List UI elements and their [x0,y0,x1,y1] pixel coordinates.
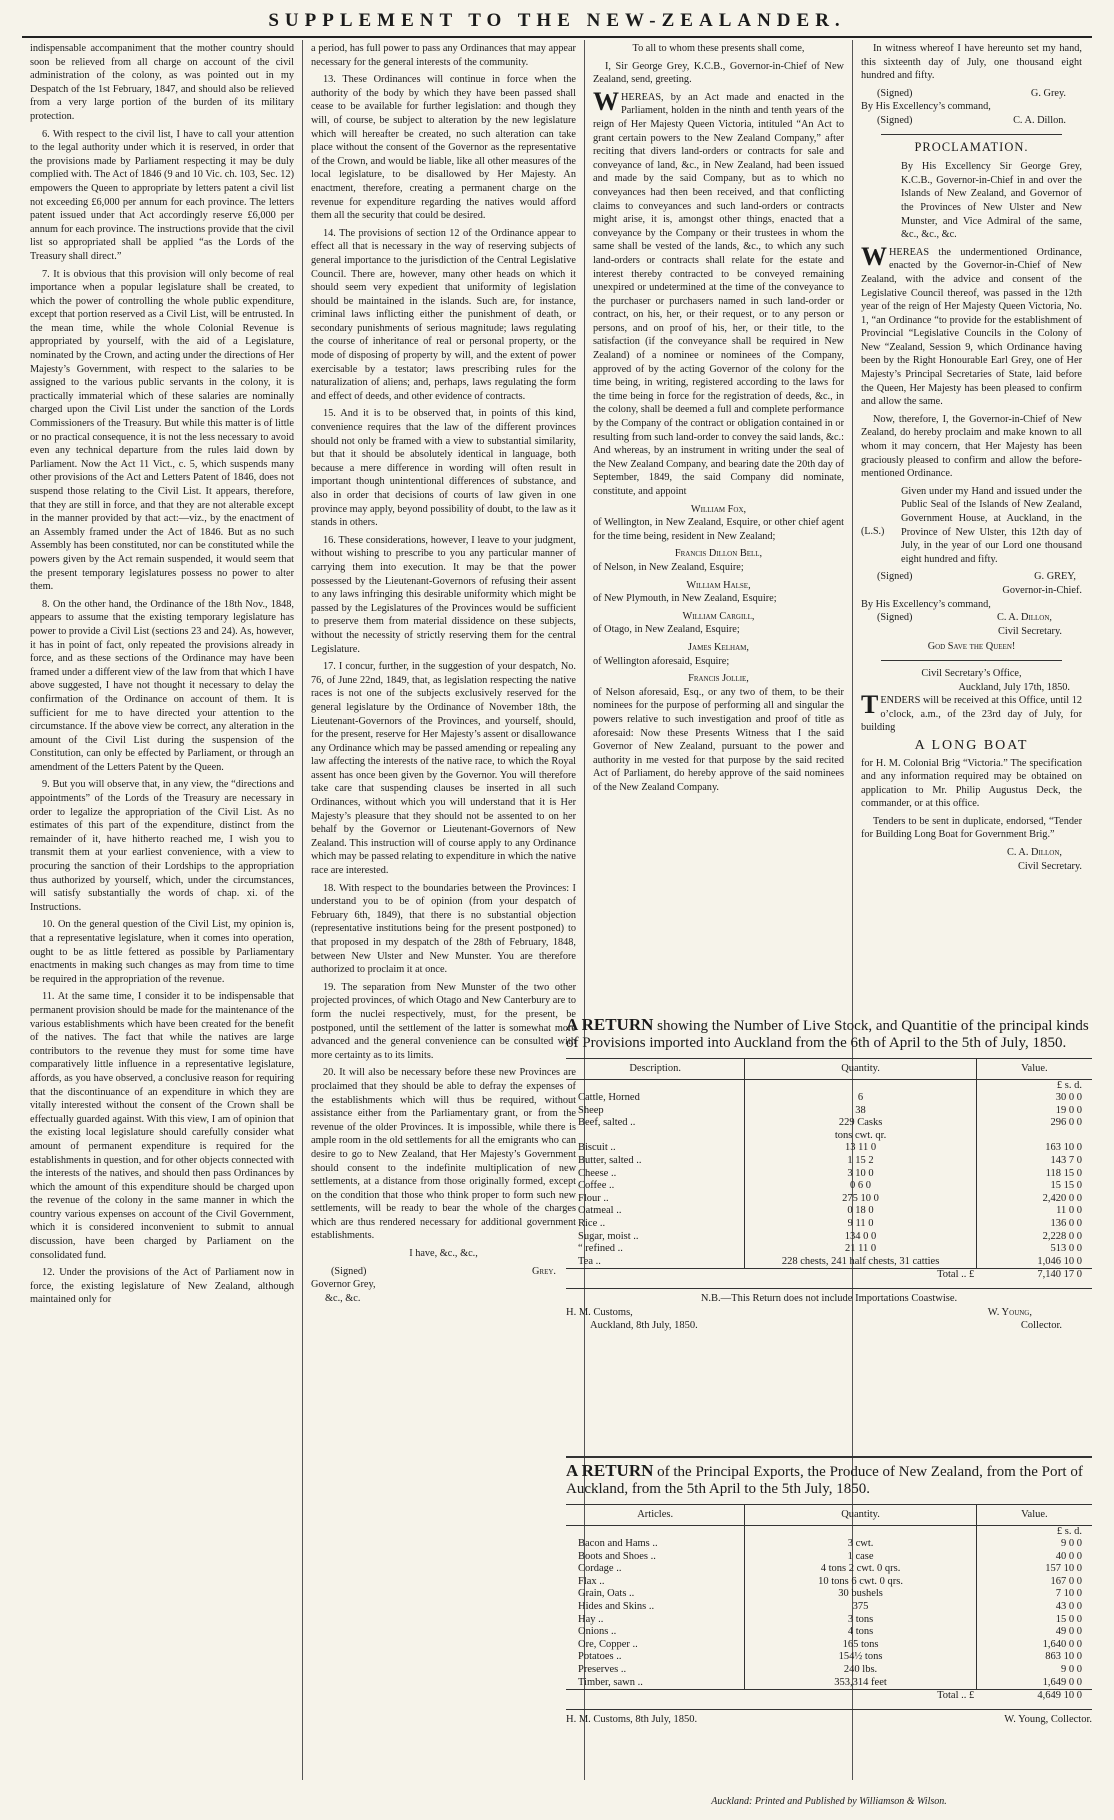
row-value: 49 0 0 [976,1626,1092,1639]
row-value: 2,228 0 0 [976,1231,1092,1244]
signed-label: (Signed) [877,114,913,126]
proclamation-body: WHEREAS the undermentioned Ordinance, enacted by the Governor-in-Chief of New Zealand, with the advice and consent of the Legislative Council thereof, was passed in the 12th year of the reign of Her Majesty Queen Victoria, No. 1, “an Ordinance “to provide for the establishment of Provincial “Legislative Councils in the Colony of New “Zealand, Session 9, which Ordinance having been by the Right Honourable Earl Grey, one of Her Majesty’s Principal Secretaries of State, laid before the Queen, Her Majesty has been pleased to confirm and allow the same. [861,241,1082,408]
row-value: 9 0 0 [976,1664,1092,1677]
column-header: Description. [566,1059,745,1080]
row-value [976,1130,1092,1143]
lsd-header: £ s. d. [976,1079,1092,1092]
return-title-lead: A RETURN [566,1015,654,1034]
total-value: 7,140 17 0 [976,1269,1092,1282]
collector-name: W. Young, [987,1306,1032,1318]
customs-row [566,1709,1092,1727]
row-quantity: 13 11 0 [745,1142,976,1155]
table-row [566,1551,1092,1564]
row-value: 1,649 0 0 [976,1677,1092,1690]
table-row [566,1626,1092,1639]
signed-label: (Signed) [877,571,913,583]
table-header-row [566,1059,1092,1080]
column-header: Quantity. [745,1059,976,1080]
row-quantity: 6 [745,1092,976,1105]
paragraph: 16. These considerations, however, I leave to your judgment, without wishing to prescribe to you any particular manner of carrying them into execution. It may be that the power possessed by the Lieutenant-Governors of refusing their assent to any laws infringing this desirable uniformity which might be passed by the Legislatures of the Provinces would be sufficient to preserve them from material dissidence on these subjects, without the necessity of strictly reserving them for the central Legislature. [311,534,576,655]
column-header: Articles. [566,1505,745,1526]
row-quantity: 3 tons [745,1614,976,1627]
customs-label: H. M. Customs, [566,1306,633,1318]
command-line: By His Excellency’s command, [861,101,991,113]
signed-label: (Signed) [877,612,913,624]
column-header: Value. [976,1505,1092,1526]
customs-date: Auckland, 8th July, 1850. [590,1320,698,1331]
paragraph: 6. With respect to the civil list, I have to call your attention to the legal authority under which it is reserved, in order that the provisions made by Parliament respecting it may be duly complied with. The Act of 1846 (9 and 10 Vic. ch. 103, Sec. 12) empowers the Queen to appropriate by letters patent a civil list not exceeding £6,000 per annum for each province. The letters patent issued under that Act accordingly reserve £6,000 per annum for each province. The instructions provide that the civil list so appropriated shall be applied “as the Lords of the Treasury shall direct.” [30,128,294,262]
row-quantity: 353,314 feet [745,1677,976,1690]
table-row [566,1193,1092,1206]
table-row [566,1588,1092,1601]
proclamation-body: WHEREAS, by an Act made and enacted in the Parliament, holden in the ninth and tenth years of the reign of Her Majesty Queen Victoria, intituled “An Act to grant certain powers to the New Zealand Company,” after reciting that divers land-orders or contracts for sale and conveyance of land, &c., in New Zealand, had been issued and made by the said Company, but as to which no conveyances had then been received, and that conflicting claims to conveyances and such land-orders or contracts might arise, it is, amongst other things, enacted that a conveyance by the Company or their trustees in whom the same shall be vested of the lands, &c., to which any such land-orders or contracts shall relate for the estate and interest thereby contracted to be conveyed remaining unexpired or undetermined at the time of the conveyance to the purchaser or purchasers named in such land-order or contract, on his, her, or their request, or to any person or persons, and on proof of his, her, or their title, to the satisfaction (if the conveyance shall be required in New Zealand) of a nominee or nominees of the Company, approved of by the acting Governor of the colony for the time being, in writing, registered according to the laws for the time being in force for the registration of deeds, &c., in the colony, shall be deemed a full and complete performance by the Company of the contract or obligation contained in or resulting from such land-order to convey the said lands, &c.: And whereas, by an instrument in writing under the seal of the New Zealand Company, and bearing date the 20th day of September, 1849, the said Company did nominate, constitute, and appoint [593,86,844,497]
nominee-detail: of Nelson aforesaid, Esq., or any two of them, to be their nominees for the purpose of performing all and singular the powers relative to such investigation and proof of title as aforesaid: Now these Presents Witness that I the said Governor of New Zealand, pursuant to the power and authority in me vested for that purpose by the said recited Act of Parliament, do hereby approve of the said nominees of the New Zealand Company. [593,686,844,793]
row-value: 143 7 0 [976,1155,1092,1168]
row-description: Biscuit .. [578,1142,616,1154]
row-description: “ refined .. [578,1243,623,1255]
row-description: Oatmeal .. [578,1205,622,1217]
row-quantity: 30 bushels [745,1588,976,1601]
signature-name: Grey. [531,1265,556,1277]
table-row [566,1639,1092,1652]
god-save-queen: God Save the Queen! [927,641,1016,653]
column-1 [22,40,302,1780]
table-row [566,1180,1092,1193]
table-row [566,1614,1092,1627]
collector-title: Collector. [1020,1320,1062,1331]
table-header-row [566,1505,1092,1526]
nominee-name: William Fox, [690,503,747,515]
nominee-name: William Cargill, [682,610,755,622]
paragraph: 20. It will also be necessary before these new Provinces are proclaimed that they should be able to defray the expenses of the establishments which will thus be required, without assistance either from the Parliamentary grant, or from the revenue of the older Provinces. It is impossible, while there is ample room in the old settlements for all the emigrants who can desire to go to New Zealand, that Her Majesty’s Government should consent to the indefinite multiplication of new settlements, at a distance from those originally formed, except on the condition that those who think proper to form such new settlements, will be ready to bear the whole of the charges which are thus rendered necessary for additional government establishments. [311,1067,576,1242]
signature-name: G. GREY, [1034,571,1076,583]
row-value: 136 0 0 [976,1218,1092,1231]
return-title-rest: of the Principal Exports, the Produce of New Zealand, from the Port of Auckland, from the 5th April to the 5th July, 1850. [566,1464,1083,1497]
table-row [566,1092,1092,1105]
row-quantity: 165 tons [745,1639,976,1652]
table-row [566,1130,1092,1143]
divider [881,134,1062,135]
nominee-name: William Halse, [686,579,751,591]
paragraph: 12. Under the provisions of the Act of Parliament now in force, the existing legislature of New Zealand, although maintained only for [30,1267,294,1306]
imports-table [566,1058,1092,1282]
signature-row [861,611,1082,625]
row-value: 118 15 0 [976,1168,1092,1181]
customs-row [566,1306,1092,1320]
row-quantity: 4 tons [745,1626,976,1639]
table-row [566,1079,1092,1092]
row-value: 296 0 0 [976,1117,1092,1130]
seal-icon: (L.S.) [861,525,885,537]
tender-body: TENDERS will be received at this Office, until 12 o’clock, a.m., of the 23rd day of July, for building [861,690,1082,734]
nominee-detail: of Nelson, in New Zealand, Esquire; [593,561,744,573]
collector-name: W. Young, Collector. [1004,1713,1092,1725]
paragraph: a period, has full power to pass any Ordinances that may appear necessary for the general interests of the community. [311,43,576,68]
row-quantity: 154½ tons [745,1651,976,1664]
row-description: Cattle, Horned [578,1092,640,1104]
table-row [566,1664,1092,1677]
paragraph: 9. But you will observe that, in any view, the “directions and appointments” of the Lords of the Treasury are necessary in order to legalize the appropriation of the Civil List. As no estimates of this part of the expenditure, distinct from the remainder of it, have hitherto reached me, I wish you to transmit them at your earliest convenience, with a view to procuring the sanction of their Lordships to the appropriation thus authorized by yourself, which, under the circumstances, will satisfy substantially the words of chap. xi. of the Instructions. [30,779,294,913]
row-description: Ore, Copper .. [578,1638,638,1650]
row-quantity: 275 10 0 [745,1193,976,1206]
row-quantity: tons cwt. qr. [745,1130,976,1143]
row-value: 1,046 10 0 [976,1256,1092,1269]
row-value: 19 0 0 [976,1105,1092,1118]
divider [881,660,1062,661]
tender-item: A LONG BOAT [914,737,1029,753]
row-description: Flour .. [578,1192,609,1204]
tender-body: for H. M. Colonial Brig “Victoria.” The specification and any information required may be obtained on application to Mr. Philip Augustus Deck, the commander, or at this office. [861,757,1082,810]
signature-title: Civil Secretary. [998,625,1062,637]
tender-date: Auckland, July 17th, 1850. [958,681,1070,693]
table-row [566,1576,1092,1589]
paragraph: 13. These Ordinances will continue in force when the authority of the body by which they have been passed shall cease to be available for further legislation: and though they will, of course, be subject to alteration by the new legislature which will hereafter be created, no such alteration can take place without the consent of the Governor as the representative of the Crown, and would be liable, like all other measures of the local legislature, to be disallowed by Her Majesty. An enactment, therefore, creating a permanent charge on the revenue for expenditure regarding the natives would afford them all the security that could be desired. [311,74,576,222]
row-quantity: 228 chests, 241 half chests, 31 catties [745,1256,976,1269]
witness-text: In witness whereof I have hereunto set my hand, this sixteenth day of July, one thousand eight hundred and fifty. [861,43,1082,82]
lsd-header: £ s. d. [976,1525,1092,1538]
row-description: Sugar, moist .. [578,1230,639,1242]
row-description: Cheese .. [578,1167,617,1179]
row-description: Grain, Oats .. [578,1588,635,1600]
row-description: Bacon and Hams .. [578,1538,658,1550]
masthead: SUPPLEMENT TO THE NEW-ZEALANDER. [268,10,846,31]
imports-return [566,1016,1092,1333]
row-value: 163 10 0 [976,1142,1092,1155]
row-value: 513 0 0 [976,1243,1092,1256]
row-quantity: 0 6 0 [745,1180,976,1193]
total-row [566,1269,1092,1282]
paragraph: indispensable accompaniment that the mother country should soon be relieved from all charge on account of the civil administration of the colony, as was pointed out in my Despatch of the 1st February, 1847, and should also be relieved from a very large portion of the burden of its military protection. [30,43,294,122]
row-value: 7 10 0 [976,1588,1092,1601]
paragraph: 17. I concur, further, in the suggestion of your despatch, No. 76, of June 22nd, 1849, that, as legislation respecting the native races is not one of the subjects exclusively reserved for the general legislature by the Ordinance of November 18th, the Lieutenant-Governors of the Provinces, and yourself, should, for the present, reserve for Her Majesty’s assent or disallowance any Ordinance which may be passed amending or repealing any law affecting the interests of the native race, to which the Royal assent has once been given by the Governor. You will therefore take care that suspending clauses be inserted in all such Ordinances, without which you will understand that it is Her Majesty’s pleasure that they should not be assented to on her behalf by the Governor or Lieutenant-Governors of New Zealand. This instruction will of course apply to any Ordinance which may be passed relating to expenditure in which the native race are interested. [311,661,576,877]
table-row [566,1243,1092,1256]
nominee-name: Francis Jollie, [688,673,749,685]
table-row [566,1651,1092,1664]
signature-row [861,87,1082,101]
signature-name: C. A. Dillon, [1006,847,1062,859]
row-quantity: 0 18 0 [745,1205,976,1218]
return-title [566,1456,1092,1498]
tender-office: Civil Secretary’s Office, [921,667,1022,679]
paragraph: 10. On the general question of the Civil List, my opinion is, that a representative legislature, when it comes into operation, ought to be as little fettered as possible by Parliamentary enactments in making such changes as may from time to time be required in the appropriation of the revenue. [30,919,294,985]
row-quantity: 134 0 0 [745,1231,976,1244]
address-line: Governor Grey, [311,1279,376,1291]
row-description: Flax .. [578,1575,605,1587]
address-line: &c., &c. [325,1292,361,1304]
tender-body: Tenders to be sent in duplicate, endorsed, “Tender for Building Long Boat for Government Brig.” [861,815,1082,841]
row-description: Onions .. [578,1626,617,1638]
row-quantity: 1 case [745,1551,976,1564]
nominee-detail: of Otago, in New Zealand, Esquire; [593,624,740,636]
customs-label: H. M. Customs, 8th July, 1850. [566,1713,698,1725]
exports-table [566,1504,1092,1703]
column-header: Quantity. [745,1505,976,1526]
row-description: Potatoes .. [578,1651,622,1663]
total-value: 4,649 10 0 [976,1690,1092,1703]
total-label: Total .. £ [745,1690,976,1703]
nominee-name: Francis Dillon Bell, [674,548,763,560]
paragraph: 19. The separation from New Munster of the two other projected provinces, of which Otago and New Canterbury are to form the nuclei respectively, must, for the present, be postponed, until the settlement of the latter is somewhat more advanced and the general convenience can be consulted with more certainty as to its limits. [311,981,576,1061]
paragraph: 14. The provisions of section 12 of the Ordinance appear to effect all that is necessary in the way of reserving subjects of general importance to the jurisdiction of the Central Legislative Council. There are, however, many other heads on which it should seem very expedient that uniformity of legislation should be maintained in the islands. Such are, for instance, criminal laws inflicting either the punishment of death, or secondary punishments of serious magnitude; laws regulating the course of inheritance of real or personal property, or the mode of disposing of property by will, and the extent of power exercisable by a testator; laws prescribing rules for the naturalization of aliens; and, perhaps, laws regulating the form and effect of deeds, and other evidence of contracts. [311,227,576,402]
row-value: 15 15 0 [976,1180,1092,1193]
proclamation-by: By His Excellency Sir George Grey, K.C.B., Governor-in-Chief in and over the Islands of New Zealand, and Governor of the Provinces of New Ulster and New Munster, and Vice Admiral of the same, &c., &c., &c. [901,161,1082,241]
row-value: 15 0 0 [976,1614,1092,1627]
nominee-name: James Kelham, [688,641,749,653]
signature-row [311,1265,576,1279]
row-description: Beef, salted .. [578,1117,636,1129]
row-quantity: 38 [745,1105,976,1118]
masthead-rule [22,36,1092,38]
signature-name: C. A. Dillon. [1013,114,1066,126]
total-row [566,1690,1092,1703]
signature-title: Governor-in-Chief. [1002,584,1082,596]
row-description: Hay .. [578,1613,604,1625]
row-value: 863 10 0 [976,1651,1092,1664]
signature-name: G. Grey. [1030,87,1066,99]
proclamation-intro: To all to whom these presents shall come, [632,43,805,54]
return-title-rest: showing the Number of Live Stock, and Quantitie of the principal kinds of Provisions imported into Auckland from the 6th of April to the 5th of July, 1850. [566,1018,1089,1051]
nominee-detail: of Wellington, in New Zealand, Esquire, or other chief agent for the time being, resident in New Zealand; [593,517,844,542]
row-quantity: 3 10 0 [745,1168,976,1181]
row-quantity: 3 cwt. [745,1538,976,1551]
table-row [566,1105,1092,1118]
row-quantity: 4 tons 2 cwt. 0 qrs. [745,1563,976,1576]
row-description: Butter, salted .. [578,1155,642,1167]
table-row [566,1155,1092,1168]
signed-label: (Signed) [877,87,913,99]
row-description: Coffee .. [578,1180,615,1192]
paragraph: 8. On the other hand, the Ordinance of the 18th Nov., 1848, appears to assume that the existing temporary legislature has power to provide a Civil List (sections 23 and 24). As, however, it has in point of fact, only repeated the provisions already in force, and as these sections of the Ordinance may have been framed under a different view of the law from that which I have above suggested, I have not thought it necessary to delay the confirmation of the Ordinance on account of them. It is sufficient for me to have directed your attention to the circumstance. If the above view be correct, any alteration in the amount of the Civil List during the suspension of the Constitution, can only be effected by Parliament, or through an amendment of the Letters Patent by the Queen. [30,598,294,773]
row-quantity: 10 tons 6 cwt. 0 qrs. [745,1576,976,1589]
row-value: 157 10 0 [976,1563,1092,1576]
proclamation-title: PROCLAMATION. [914,139,1029,154]
row-description: Cordage .. [578,1563,622,1575]
row-quantity: 240 lbs. [745,1664,976,1677]
nominee-detail: of Wellington aforesaid, Esquire; [593,655,730,667]
proclamation-intro: I, Sir George Grey, K.C.B., Governor-in-Chief of New Zealand, send, greeting. [593,60,844,86]
row-value: 1,640 0 0 [976,1639,1092,1652]
signature-name: C. A. Dillon, [996,612,1052,624]
return-title-lead: A RETURN [566,1461,654,1480]
paragraph: 18. With respect to the boundaries between the Provinces: I understand you to be of opinion (from your despatch of February 6th, 1849), that there is no substantial objection (representative institutions being for the present postponed) to that proposed in my despatch of the 28th of February, 1848, between New Ulster and New Munster. You are therefore authorized to proclaim it at once. [311,882,576,976]
signature-title: Civil Secretary. [1018,860,1082,872]
table-row [566,1563,1092,1576]
command-line: By His Excellency’s command, [861,598,991,610]
row-description: Preserves .. [578,1664,627,1676]
table-row [566,1525,1092,1538]
row-value: 43 0 0 [976,1601,1092,1614]
column-2 [302,40,584,1780]
table-row [566,1218,1092,1231]
row-quantity: 375 [745,1601,976,1614]
signed-label: (Signed) [331,1265,367,1277]
table-row [566,1677,1092,1690]
table-row [566,1205,1092,1218]
exports-return [566,1456,1092,1726]
column-header: Value. [976,1059,1092,1080]
given-text: Given under my Hand and issued under the Public Seal of the Islands of New Zealand, Government House, at Auckland, in the Province of New Ulster, this 12th day of July, in the year of our Lord one thousand eight hundred and fifty. [901,485,1082,565]
table-row [566,1538,1092,1551]
signature-row [861,114,1082,128]
row-value: 40 0 0 [976,1551,1092,1564]
seal-block [861,485,1082,571]
row-description: Tea .. [578,1255,601,1267]
row-description: Timber, sawn .. [578,1676,643,1688]
table-row [566,1601,1092,1614]
row-value: 167 0 0 [976,1576,1092,1589]
exports-body [566,1538,1092,1690]
return-title [566,1016,1092,1052]
table-row [566,1142,1092,1155]
row-quantity: 21 11 0 [745,1243,976,1256]
row-description: Rice .. [578,1218,606,1230]
imprint-footer: Auckland: Printed and Published by Williamson & Wilson. [711,1796,947,1807]
paragraph: 7. It is obvious that this provision will only become of real importance when a popular legislature shall be created, to which the power of controlling the whole public expenditure, except that portion reserved as a Civil List, will be entrusted. In the mean time, while the whole Colonial Revenue is appropriated by yourself, with the aid of a Legislature, nominated by the Crown, and acting under the directions of Her Majesty’s Government, with respect to the salaries to be assigned to the various public servants in the colony, it is practically immaterial which of these salaries are nominally charged upon the Civil List under the sanction of the Lords Commissioners of the Treasury. But while this matter is of little or no practical consequence, it is not the less necessary to avoid even any technical departure from the rules laid down by Parliament. Now the Act 11 Vict., c. 5, which suspends many other provisions of the Act and Letters Patent of 1846, does not suspend those relating to the Civil List. It appears, therefore, that they are still in force, and that they are not alterable except in the manner provided by that act:—viz., by the enactment of an Assembly framed under the Act of 1846. But as no such Assembly has been constituted, nor can be constituted while the powers given by the Act remain suspended, it would seem that the present temporary legislatures possess no power to alter them. [30,268,294,593]
closing-line: I have, &c., &c., [409,1248,478,1260]
table-row [566,1231,1092,1244]
paragraph: 11. At the same time, I consider it to be indispensable that permanent provision should be made for the maintenance of the various establishments which have been created for the benefit of the natives. The fact that while the natives are large contributors to the revenue they must for some time have comparatively little influence in a representative legislature, affords, as you have observed, a conclusive reason for requiring that the discontinuance of an expenditure in which they are vitally interested without the consent of the Crown shall be effectually guarded against. With this view, I am of opinion that the existing local legislature should carefully consider what amount of permanent expenditure is required for the establishments in question, and for other objects connected with the interests of the natives, and should then pass Ordinances by which the amount of this expenditure should be charged upon the revenue of the colony in the same manner in which the country various expenses on account of the Civil Government, which it is considered inconvenient to submit to annual discussion, have been charged by Parliament on the consolidated fund. [30,991,294,1261]
row-description [566,1130,745,1143]
row-description: Sheep [578,1104,604,1116]
row-description: Boots and Shoes .. [578,1550,656,1562]
total-label: Total .. £ [745,1269,976,1282]
row-quantity: 229 Casks [745,1117,976,1130]
row-quantity: 9 11 0 [745,1218,976,1231]
table-row [566,1168,1092,1181]
imports-body [566,1092,1092,1269]
nominee-detail: of New Plymouth, in New Zealand, Esquire; [593,593,777,605]
row-value: 11 0 0 [976,1205,1092,1218]
table-row [566,1256,1092,1269]
row-value: 2,420 0 0 [976,1193,1092,1206]
proclamation-body: Now, therefore, I, the Governor-in-Chief of New Zealand, do hereby proclaim and make known to all whom it may concern, that Her Majesty has been graciously pleased to confirm and allow the before-mentioned Ordinance. [861,413,1082,480]
signature-row [861,570,1082,584]
row-quantity: 1 15 2 [745,1155,976,1168]
row-value: 30 0 0 [976,1092,1092,1105]
row-description: Hides and Skins .. [578,1601,655,1613]
imports-rows [566,1079,1092,1092]
paragraph: 15. And it is to be observed that, in points of this kind, convenience requires that the law of the different provinces should not only be framed with a view to substantial similarity, but that it should be absolutely identical in language, both because a mere difference in wording will often result in important though unintentional differences of substance, and also in order that decisions of courts of law given in one province may apply, beyond possibility of doubt, to the law as it stands in others. [311,408,576,529]
row-value: 9 0 0 [976,1538,1092,1551]
customs-row [566,1319,1092,1333]
return-note: N.B.—This Return does not include Importations Coastwise. [566,1288,1092,1306]
table-row [566,1117,1092,1130]
